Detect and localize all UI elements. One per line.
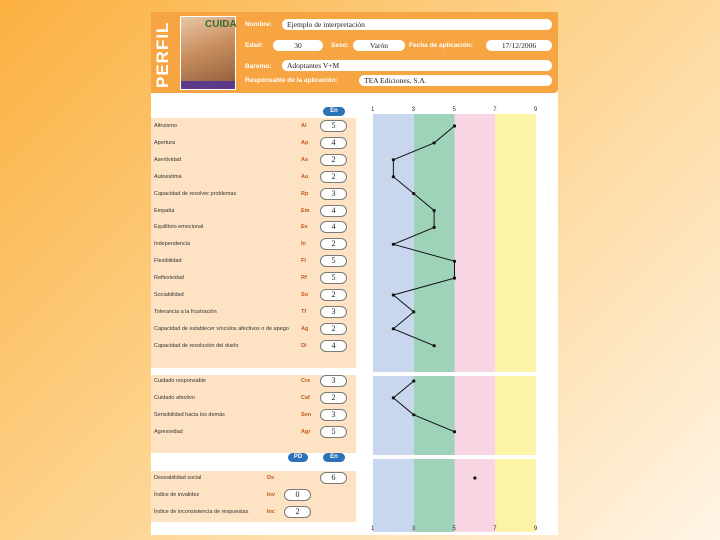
profile-point: [392, 175, 395, 178]
cover-strip: [181, 81, 235, 89]
profile-point: [392, 158, 395, 161]
profile-point: [392, 243, 395, 246]
cover-image: [180, 16, 236, 90]
profile-point: [453, 260, 456, 263]
scale-label: Autoestima: [154, 173, 182, 180]
en-score-box[interactable]: 2: [320, 154, 347, 166]
x-tick-label: 9: [534, 107, 538, 113]
profile-point: [473, 476, 476, 479]
scale-label: Cuidado afectivo: [154, 394, 195, 401]
cover-title: CUIDA: [205, 19, 237, 30]
x-tick-label: 9: [534, 526, 538, 532]
scale-abbr: Sen: [301, 411, 312, 418]
x-tick-label: 1: [371, 107, 375, 113]
scale-abbr: Al: [301, 123, 307, 129]
en-score-box[interactable]: 4: [320, 221, 347, 233]
scale-label: Apertura: [154, 139, 176, 146]
en-score-box[interactable]: 2: [320, 392, 347, 404]
scale-abbr: Inv: [267, 491, 275, 498]
scale-abbr: Au: [301, 173, 309, 180]
x-tick-label: 7: [493, 526, 497, 532]
scale-abbr: Rf: [301, 275, 307, 282]
en-score-box[interactable]: 2: [320, 171, 347, 183]
scale-label: Deseabilidad social: [154, 475, 202, 481]
responsible-label: Responsable de la aplicación:: [245, 77, 338, 84]
scale-abbr: So: [301, 292, 309, 298]
scale-abbr: Ag: [301, 325, 309, 332]
en-score-box[interactable]: 3: [320, 306, 347, 318]
profile-point: [392, 293, 395, 296]
scale-label: Asertividad: [154, 156, 182, 163]
x-tick-label: 3: [411, 526, 416, 532]
en-score-box[interactable]: 4: [320, 340, 347, 352]
profile-point: [433, 141, 436, 144]
scale-label: Capacidad de establecer vínculos afectivos o de apego: [154, 325, 289, 332]
scale-label: Sensibilidad hacia los demás: [154, 411, 225, 418]
en-score-box[interactable]: 4: [320, 205, 347, 217]
scale-label: Empatía: [154, 207, 175, 214]
x-tick-label: 7: [493, 107, 497, 113]
age-field[interactable]: 30: [273, 40, 323, 51]
profile-point: [453, 124, 456, 127]
date-field[interactable]: 17/12/2006: [486, 40, 552, 51]
profile-point: [392, 396, 395, 399]
profile-point: [412, 192, 415, 195]
profile-point: [433, 209, 436, 212]
scale-abbr: Tf: [301, 308, 307, 315]
scale-label: Índice de inconsistencia de respuestas: [154, 508, 249, 515]
en-score-box[interactable]: 2: [320, 289, 347, 301]
scale-abbr: In: [301, 241, 306, 248]
profile-point: [433, 344, 436, 347]
scale-label: Tolerancia a la frustración: [154, 308, 217, 315]
band-7-9: [495, 114, 536, 532]
scale-abbr: Rp: [301, 190, 309, 197]
pd-pill: PD: [288, 453, 308, 462]
scale-abbr: Dl: [301, 342, 307, 349]
scale-abbr: Cre: [301, 378, 311, 384]
pd-score-box[interactable]: 2: [284, 506, 311, 518]
en-score-box[interactable]: 5: [320, 120, 347, 132]
en-score-box[interactable]: 4: [320, 137, 347, 149]
scale-abbr: Ds: [267, 475, 275, 481]
sex-label: Sexo:: [331, 42, 349, 49]
scale-label: Agresividad: [154, 428, 183, 435]
profile-point: [412, 413, 415, 416]
profile-header: [151, 12, 558, 93]
scale-abbr: Fl: [301, 258, 306, 265]
age-label: Edad:: [245, 42, 264, 49]
group-separator: [373, 455, 536, 459]
profile-point: [412, 310, 415, 313]
x-tick-label: 5: [452, 526, 456, 532]
en-score-box[interactable]: 5: [320, 426, 347, 438]
scale-abbr: Em: [301, 207, 310, 214]
scale-label: Altruismo: [154, 123, 177, 129]
en-pill-bottom: En: [323, 453, 345, 462]
scale-abbr: Ee: [301, 224, 308, 231]
scale-abbr: Caf: [301, 394, 310, 401]
scale-abbr: Ap: [301, 139, 309, 146]
en-score-box[interactable]: 3: [320, 409, 347, 421]
profile-point: [412, 379, 415, 382]
name-field[interactable]: Ejemplo de interpretación: [282, 19, 552, 30]
profile-point: [453, 277, 456, 280]
sex-field[interactable]: Varón: [353, 40, 405, 51]
en-score-box[interactable]: 5: [320, 255, 347, 267]
en-score-box[interactable]: 2: [320, 323, 347, 335]
scale-abbr: As: [301, 156, 309, 163]
scale-label: Equilibrio emocional: [154, 224, 204, 231]
x-tick-label: 1: [371, 526, 375, 532]
band-3-5: [411, 114, 455, 532]
scale-label: Capacidad de resolver problemas: [154, 190, 237, 197]
responsible-field[interactable]: TEA Ediciones, S.A.: [359, 75, 552, 86]
date-label: Fecha de aplicación:: [409, 42, 473, 49]
en-score-box[interactable]: 3: [320, 375, 347, 387]
scale-label: Cuidado responsable: [154, 378, 206, 384]
en-pill-top: En: [323, 107, 345, 116]
scale-label: Baremo:: [245, 63, 272, 70]
scale-label: Sociabilidad: [154, 292, 184, 298]
profile-point: [392, 327, 395, 330]
en-score-box[interactable]: 3: [320, 188, 347, 200]
profile-chart: [357, 106, 547, 535]
en-score-box[interactable]: 5: [320, 272, 347, 284]
profile-sheet: [151, 12, 558, 535]
en-score-box[interactable]: 2: [320, 238, 347, 250]
en-score-box[interactable]: 6: [320, 472, 347, 484]
group-separator: [373, 372, 536, 376]
scale-abbr: Inc: [267, 508, 275, 515]
pd-score-box[interactable]: 0: [284, 489, 311, 501]
scale-field[interactable]: Adoptantes V+M: [282, 60, 552, 71]
scale-label: Independencia: [154, 241, 191, 248]
profile-point: [453, 430, 456, 433]
x-tick-label: 3: [411, 107, 416, 113]
scale-label: Reflexividad: [154, 275, 184, 282]
perfil-title: PERFIL: [153, 21, 172, 88]
band-5-7: [452, 114, 496, 532]
name-label: Nombre:: [245, 21, 272, 28]
scale-label: Índice de invalidez: [154, 491, 200, 498]
scale-label: Flexibilidad: [154, 258, 182, 265]
x-tick-label: 5: [452, 107, 456, 113]
scale-label: Capacidad de resolución del duelo: [154, 342, 239, 349]
profile-point: [433, 226, 436, 229]
scale-abbr: Agr: [301, 428, 311, 435]
